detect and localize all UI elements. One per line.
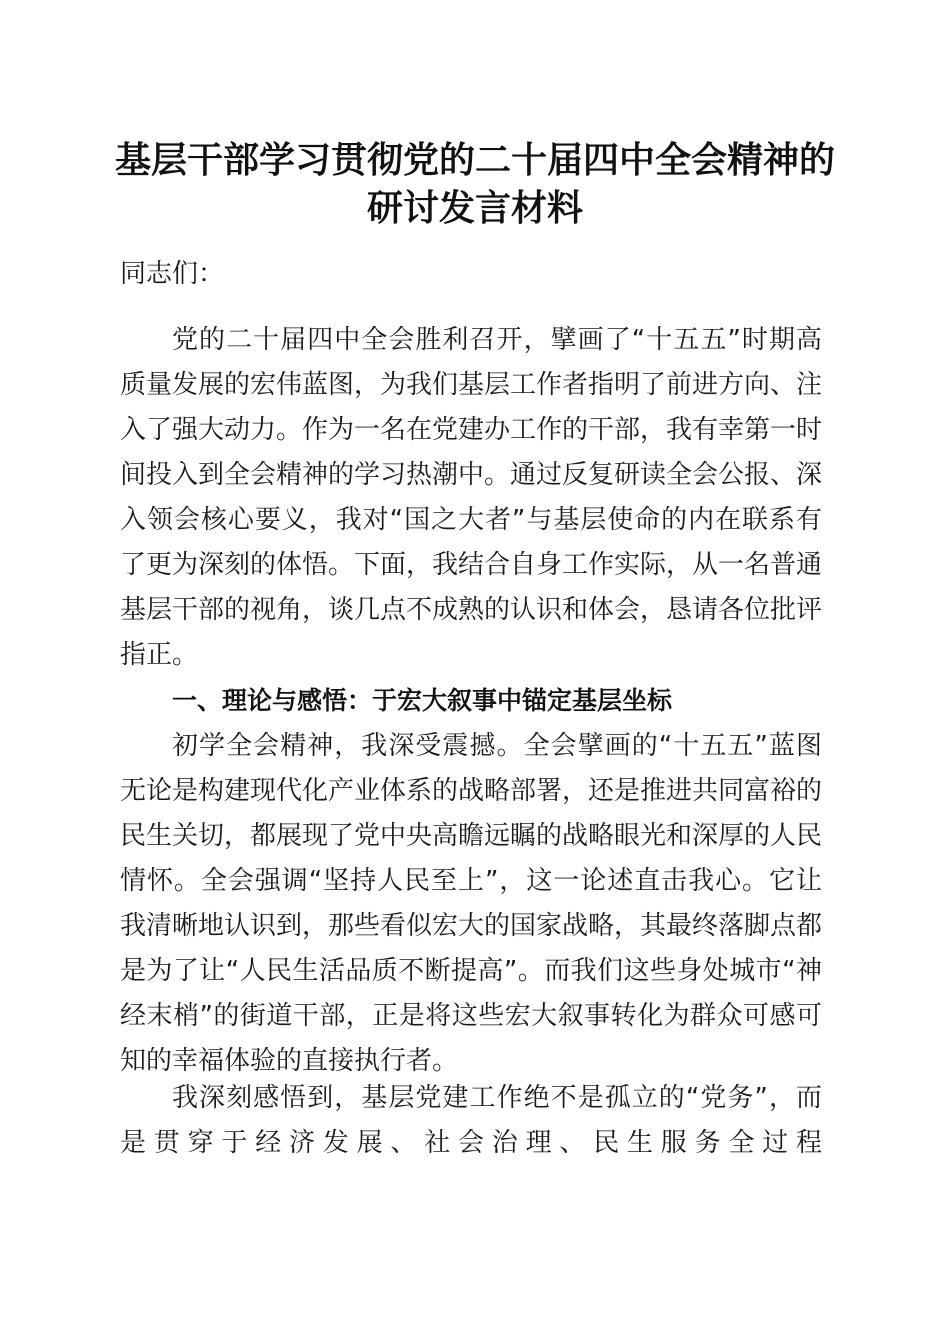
paragraph-text: 党的二十届四中全会胜利召开，擘画了“十五五”时期高质量发展的宏伟蓝图，为我们基层工作者指明了前进方向、注入了强大动力。作为一名在党建办工作的干部，我有幸第一时间投入到全会精神的学习热潮中。通过反复研读全会公报、深入领会核心要义，我对“国之大者”与基层使命的内在联系有了更为深刻的体悟。下面，我结合自身工作实际，从一名普通基层干部的视角，谈几点不成熟的认识和体会，恳请各位批评指正。 [120,325,823,670]
document-title-line-1: 基层干部学习贯彻党的二十届四中全会精神的 [114,139,835,181]
paragraph-text: 初学全会精神，我深受震撼。全会擘画的“十五五”蓝图无论是构建现代化产业体系的战略部署，还是推进共同富裕的民生关切，都展现了党中央高瞻远瞩的战略眼光和深厚的人民情怀。全会强调“坚持人民至上”，这一论述直击我心。它让我清晰地认识到，那些看似宏大的国家战略，其最终落脚点都是为了让“人民生活品质不断提高”。而我们这些身处城市“神经末梢”的街道干部，正是将这些宏大叙事转化为群众可感可知的幸福体验的直接执行者。 [120,731,823,1076]
paragraph-intro [120,318,822,678]
section-heading-1: 一、理论与感悟：于宏大叙事中锚定基层坐标 [172,686,673,715]
paragraph-text: 我深刻感悟到，基层党建工作绝不是孤立的“党务”，而是贯穿于经济发展、社会治理、民生服务全过程 [120,1083,822,1158]
paragraph-section1-first [120,724,822,1084]
salutation: 同志们： [120,259,225,289]
document-title-line-2: 研讨发言材料 [366,187,583,229]
paragraph-section1-second [120,1076,822,1166]
